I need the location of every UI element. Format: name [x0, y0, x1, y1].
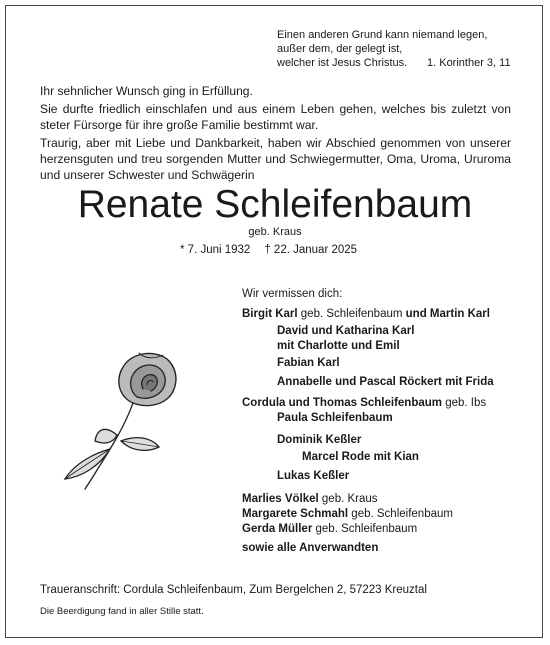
mourning-address: Traueranschrift: Cordula Schleifenbaum, Zum Bergelchen 2, 57223 Kreuztal [40, 584, 427, 596]
intro-paragraph: Traurig, aber mit Liebe und Dankbarkeit, haben wir Abschied genommen von unserer herzensguten und treu sorgenden Mutter und Schwiegermutter, Oma, Uroma, Ururoma und unserer Schwester und Schwägerin [40, 136, 511, 182]
mourner-entry: Marlies Völkel geb. Kraus [242, 493, 378, 505]
mourner-entry: Cordula und Thomas Schleifenbaum geb. Ibs [242, 397, 487, 409]
rose-stem [85, 403, 133, 489]
mourner-entry: Gerda Müller geb. Schleifenbaum [242, 523, 418, 535]
birth-date: * 7. Juni 1932 [180, 244, 251, 256]
mourner-entry: Birgit Karl geb. Schleifenbaum und Martin Karl [242, 308, 490, 320]
mourner-entry: sowie alle Anverwandten [242, 542, 379, 554]
mourner-entry: Dominik Keßler [277, 434, 362, 446]
verse-line: welcher ist Jesus Christus. [277, 57, 408, 69]
verse-line: Einen anderen Grund kann niemand legen, [277, 29, 488, 41]
funeral-note: Die Beerdigung fand in aller Stille statt. [40, 606, 204, 617]
mourner-entry: Fabian Karl [277, 357, 340, 369]
intro-paragraph: Sie durfte friedlich einschlafen und aus einem Leben gehen, welches bis zuletzt von steter Fürsorge für ihre große Familie bestimmt war. [40, 102, 511, 132]
rose-leaf [95, 429, 117, 443]
mourners-heading: Wir vermissen dich: [242, 288, 343, 300]
rose-illustration [55, 345, 205, 495]
death-date: † 22. Januar 2025 [264, 244, 358, 256]
mourner-entry: Margarete Schmahl geb. Schleifenbaum [242, 508, 453, 520]
mourner-entry: Lukas Keßler [277, 470, 350, 482]
mourner-entry: Marcel Rode mit Kian [302, 451, 419, 463]
mourner-entry: mit Charlotte und Emil [277, 340, 400, 352]
deceased-name: Renate Schleifenbaum [77, 183, 473, 226]
mourner-entry: Annabelle und Pascal Röckert mit Frida [277, 376, 494, 388]
verse-reference: 1. Korinther 3, 11 [427, 57, 511, 69]
intro-text [40, 83, 511, 183]
mourner-entry: David und Katharina Karl [277, 325, 415, 337]
life-dates [180, 244, 357, 256]
birth-name: geb. Kraus [248, 226, 302, 238]
verse-line: außer dem, der gelegt ist, [277, 43, 403, 55]
bible-verse [277, 28, 511, 70]
intro-paragraph: Ihr sehnlicher Wunsch ging in Erfüllung. [40, 84, 253, 98]
mourner-entry: Paula Schleifenbaum [277, 412, 393, 424]
